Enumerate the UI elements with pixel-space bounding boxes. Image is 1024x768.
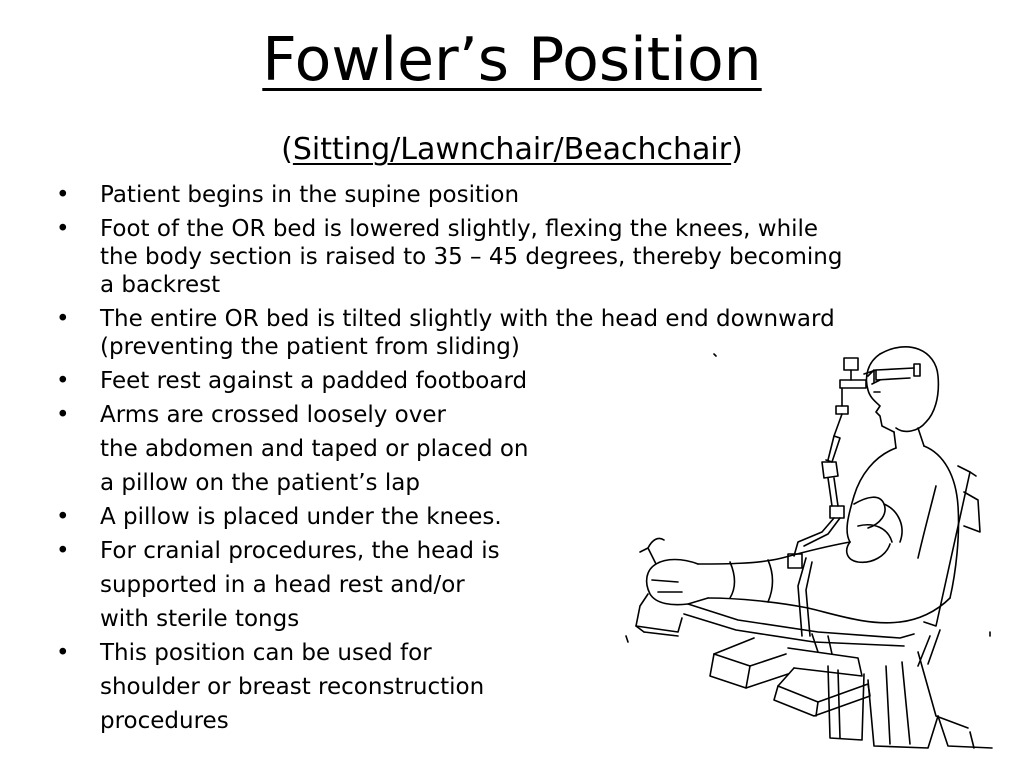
subtitle-text: Sitting/Lawnchair/Beachchair	[292, 132, 732, 167]
bullet-line: Foot of the OR bed is lowered slightly, flexing the knees, while	[100, 216, 819, 242]
bullet-icon: •	[56, 368, 70, 394]
bullet-line: A pillow is placed under the knees.	[100, 504, 502, 530]
fowlers-position-illustration	[618, 336, 998, 752]
bullet-icon: •	[56, 216, 70, 242]
bullet-line: Patient begins in the supine position	[100, 182, 520, 208]
bullet-line: (preventing the patient from sliding)	[100, 334, 520, 360]
chair-seat	[636, 558, 914, 654]
bullet-line: a pillow on the patient’s lap	[100, 470, 420, 496]
bullet-icon: •	[56, 538, 70, 564]
patient-head	[864, 347, 938, 448]
bullet-icon: •	[56, 504, 70, 530]
bullet-item	[56, 215, 976, 299]
bullet-line: For cranial procedures, the head is	[100, 538, 500, 564]
bullet-icon: •	[56, 402, 70, 428]
head-rest-frame	[788, 358, 874, 568]
slide-subtitle	[0, 128, 1024, 172]
table-base	[710, 638, 992, 748]
patient-legs	[640, 538, 900, 622]
bullet-line: supported in a head rest and/or	[100, 572, 465, 598]
bullet-line: shoulder or breast reconstruction	[100, 674, 485, 700]
bullet-icon: •	[56, 640, 70, 666]
slide-title-text: Fowler’s Position	[262, 25, 762, 95]
subtitle-open-paren: (	[281, 132, 293, 167]
chair-back	[918, 466, 980, 666]
subtitle-close-paren: )	[731, 132, 743, 167]
bullet-line: the body section is raised to 35 – 45 degrees, thereby becoming	[100, 244, 843, 270]
bullet-line: the abdomen and taped or placed on	[100, 436, 529, 462]
bullet-line: Feet rest against a padded footboard	[100, 368, 528, 394]
bullet-line: This position can be used for	[100, 640, 432, 666]
bullet-line: with sterile tongs	[100, 606, 300, 632]
sketch-marks	[626, 354, 990, 642]
bullet-icon: •	[56, 306, 70, 332]
bullet-line: a backrest	[100, 272, 221, 298]
patient-torso	[847, 446, 959, 622]
slide-title	[0, 18, 1024, 102]
bullet-line: Arms are crossed loosely over	[100, 402, 446, 428]
bullet-line: The entire OR bed is tilted slightly with the head end downward	[100, 306, 835, 332]
bullet-line: procedures	[100, 708, 229, 734]
bullet-icon: •	[56, 182, 70, 208]
bullet-item	[56, 181, 976, 209]
